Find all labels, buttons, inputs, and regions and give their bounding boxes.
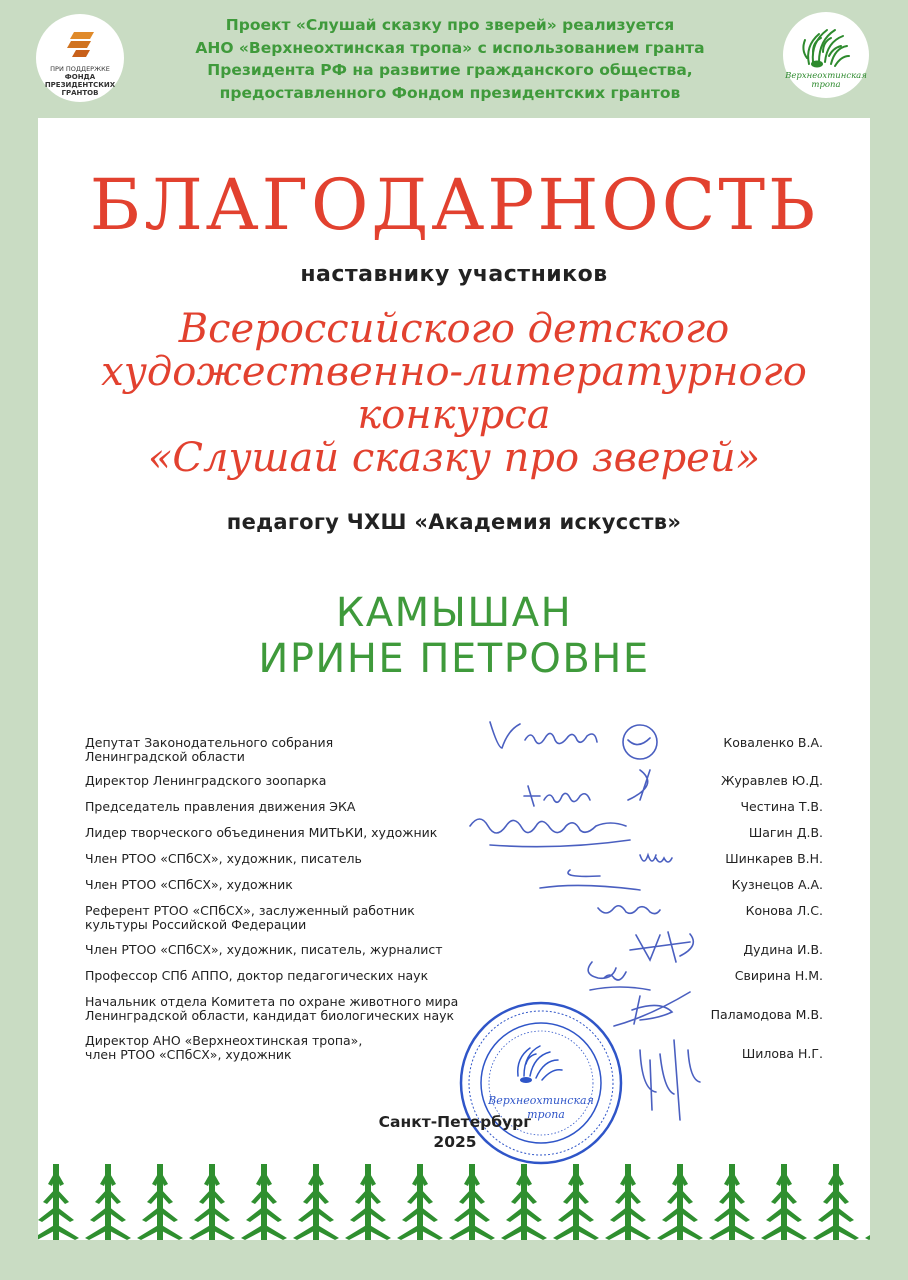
tree-ornament	[85, 1164, 131, 1240]
recipient-name-line: КАМЫШАН	[335, 590, 573, 636]
signatory-name: Дудина И.В.	[743, 942, 823, 957]
tree-ornament	[345, 1164, 391, 1240]
tree-ornament	[865, 1164, 870, 1240]
header-line: Проект «Слушай сказку про зверей» реализуется	[225, 16, 675, 34]
tree-ornament	[241, 1164, 287, 1240]
recipient-name-line: ИРИНЕ ПЕТРОВНЕ	[258, 636, 650, 682]
contest-line: «Слушай сказку про зверей»	[147, 435, 761, 481]
signatory-name: Паламодова М.В.	[710, 1007, 823, 1022]
tree-border-ornament	[38, 1160, 870, 1240]
tree-ornament	[449, 1164, 495, 1240]
signatory-role-text: Ленинградской области	[85, 748, 245, 764]
signatory-name: Кузнецов А.А.	[731, 877, 823, 892]
signatory-name: Свирина Н.М.	[734, 968, 823, 983]
tropa-logo-line2: тропа	[811, 80, 841, 90]
signatory-role-text: Референт РТОО «СПбСХ», заслуженный работник	[85, 903, 415, 918]
signatory-name: Журавлев Ю.Д.	[720, 773, 823, 788]
place: Санкт-Петербург	[378, 1113, 532, 1131]
contest-line: Всероссийского детского	[178, 306, 730, 352]
certificate-subtitle: наставнику участников	[300, 262, 608, 287]
signatory-role-text: Депутат Законодательного собрания	[85, 735, 334, 750]
fund-logo-line4: ГРАНТОВ	[61, 89, 99, 97]
signatory-name: Шилова Н.Г.	[741, 1046, 823, 1061]
signatory-role: Председатель правления движения ЭКА	[85, 799, 356, 814]
signatory-role-text: Директор АНО «Верхнеохтинская тропа»,	[85, 1033, 363, 1048]
stamp-line1: Верхнеохтинская	[488, 1094, 594, 1107]
header-line: АНО «Верхнеохтинская тропа» с использованием гранта	[195, 38, 705, 57]
tropa-logo-line1: Верхнеохтинская	[785, 71, 867, 81]
stamp-line2: тропа	[527, 1108, 565, 1121]
tree-ornament	[709, 1164, 755, 1240]
signatory-role-text: Начальник отдела Комитета по охране животного мира	[85, 994, 459, 1009]
signatory-name: Шагин Д.В.	[748, 825, 823, 840]
signatory-name: Шинкарев В.Н.	[725, 851, 823, 866]
fund-logo-line3: ПРЕЗИДЕНТСКИХ	[44, 81, 116, 89]
signatory-role	[85, 1034, 505, 1061]
place-and-year	[340, 1112, 570, 1152]
signatory-role: Член РТОО «СПбСХ», художник, писатель, журналист	[85, 942, 443, 957]
contest-line: конкурса	[357, 392, 551, 438]
tree-ornament	[605, 1164, 651, 1240]
header-line: предоставленного Фондом президентских грантов	[219, 83, 681, 102]
signatory-role-text: член РТОО «СПбСХ», художник	[85, 1046, 292, 1062]
year: 2025	[433, 1133, 477, 1151]
signatory-role-text: культуры Российской Федерации	[85, 916, 307, 932]
signatory-role: Директор Ленинградского зоопарка	[85, 773, 327, 788]
tree-ornament	[657, 1164, 703, 1240]
header-line: Президента РФ на развитие гражданского общества,	[207, 61, 693, 79]
signatory-role	[85, 736, 505, 763]
tree-ornament	[553, 1164, 599, 1240]
tree-ornament	[397, 1164, 443, 1240]
signatory-role-text: Ленинградской области, кандидат биологических наук	[85, 1007, 455, 1023]
tree-ornament	[501, 1164, 547, 1240]
certificate-title: БЛАГОДАРНОСТЬ	[89, 164, 819, 246]
signatory-role: Профессор СПб АППО, доктор педагогических наук	[85, 968, 429, 983]
tree-ornament	[189, 1164, 235, 1240]
signatory-role: Лидер творческого объединения МИТЬКИ, художник	[85, 825, 438, 840]
signatory-role: Член РТОО «СПбСХ», художник, писатель	[85, 851, 362, 866]
tree-ornament	[813, 1164, 859, 1240]
fund-logo-line2: ФОНДА	[64, 73, 96, 81]
tree-ornament	[761, 1164, 807, 1240]
tree-ornament	[293, 1164, 339, 1240]
tree-ornament	[137, 1164, 183, 1240]
signatory-role	[85, 904, 505, 931]
signatory-name: Честина Т.В.	[740, 799, 823, 814]
contest-line: художественно-литературного	[101, 349, 807, 395]
signatory-name: Коваленко В.А.	[723, 735, 823, 750]
tree-ornament	[38, 1164, 79, 1240]
signatory-name: Конова Л.С.	[745, 903, 823, 918]
signatory-role: Член РТОО «СПбСХ», художник	[85, 877, 293, 892]
teacher-line: педагогу ЧХШ «Академия искусств»	[226, 510, 682, 534]
fund-logo-line1: ПРИ ПОДДЕРЖКЕ	[50, 65, 110, 73]
